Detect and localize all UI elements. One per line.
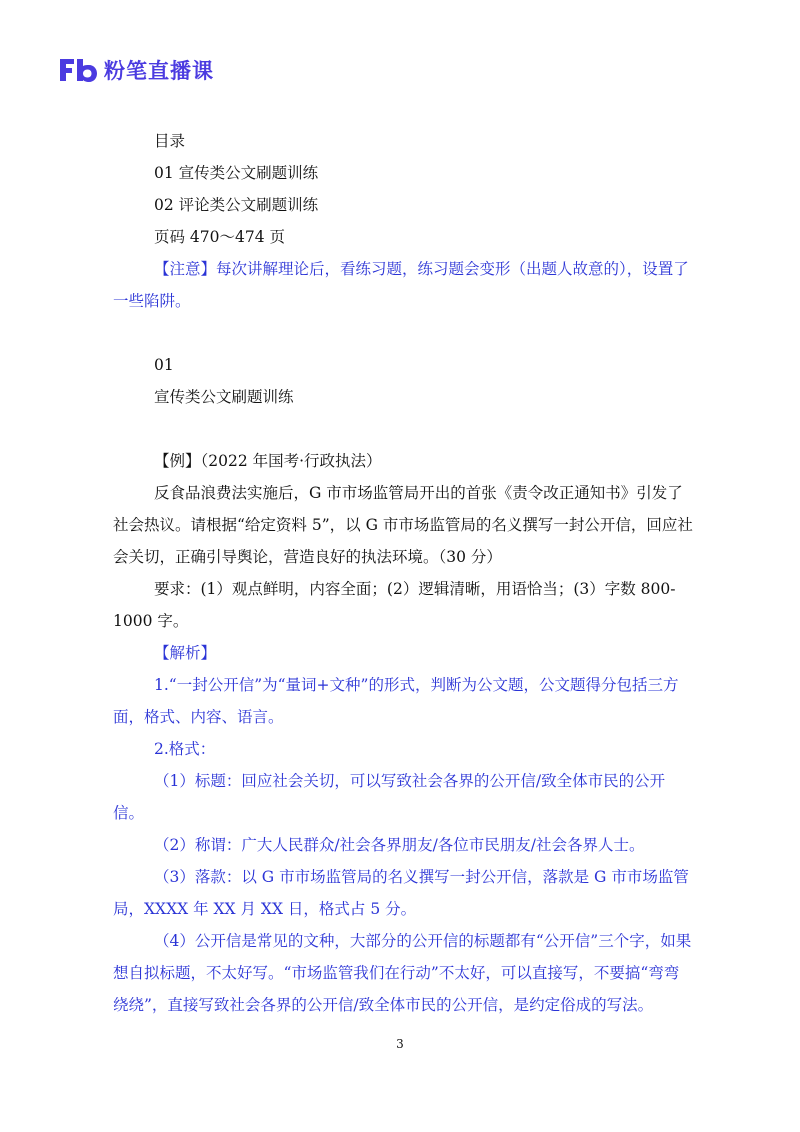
analysis-paragraph: 2.格式： — [154, 740, 216, 758]
toc-item: 01 宣传类公文刷题训练 — [154, 164, 319, 182]
toc-item: 02 评论类公文刷题训练 — [154, 196, 319, 214]
analysis-paragraph: （1）标题：回应社会关切，可以写致社会各界的公开信/致全体市民的公开信。 — [113, 772, 666, 822]
page-number: 3 — [396, 1037, 404, 1051]
toc-title: 目录 — [154, 132, 186, 150]
analysis-paragraph: （4）公开信是常见的文种，大部分的公开信的标题都有“公开信”三个字，如果想自拟标题，不太好写。“市场监管我们在行动”不太好，可以直接写，不要搞“弯弯绕绕”，直接写致社会各界的公开信/致全体市民的公开信，是约定俗成的写法。 — [113, 932, 692, 1014]
analysis-paragraph: （3）落款：以 G 市市场监管局的名义撰写一封公开信，落款是 G 市市场监管局，XXXX 年 XX 月 XX 日，格式占 5 分。 — [113, 868, 689, 918]
document-body — [113, 125, 693, 1021]
example-requirements: 要求：(1）观点鲜明，内容全面；(2）逻辑清晰，用语恰当；(3）字数 800-1000 字。 — [113, 580, 676, 630]
note-annotation: 【注意】每次讲解理论后，看练习题，练习题会变形（出题人故意的），设置了一些陷阱。 — [113, 260, 689, 310]
analysis-paragraph: （2）称谓：广大人民群众/社会各界朋友/各位市民朋友/社会各界人士。 — [154, 836, 645, 854]
example-question: 反食品浪费法实施后，G 市市场监管局开出的首张《责令改正通知书》引发了社会热议。请根据“给定资料 5”，以 G 市市场监管局的名义撰写一封公开信，回应社会关切，正确引导舆论，营造良好的执法环境。（30 分） — [113, 484, 693, 566]
fenbi-logo-icon — [58, 57, 98, 83]
analysis-paragraph: 1.“一封公开信”为“量词+文种”的形式，判断为公文题，公文题得分包括三方面，格式、内容、语言。 — [113, 676, 679, 726]
brand-name: 粉笔直播课 — [104, 59, 214, 83]
example-label: 【例】（2022 年国考·行政执法） — [154, 452, 382, 470]
brand-header — [58, 56, 214, 84]
section-title: 宣传类公文刷题训练 — [154, 388, 294, 406]
section-number: 01 — [154, 356, 174, 374]
analysis-label: 【解析】 — [154, 644, 217, 662]
toc-pages: 页码 470～474 页 — [154, 228, 286, 246]
